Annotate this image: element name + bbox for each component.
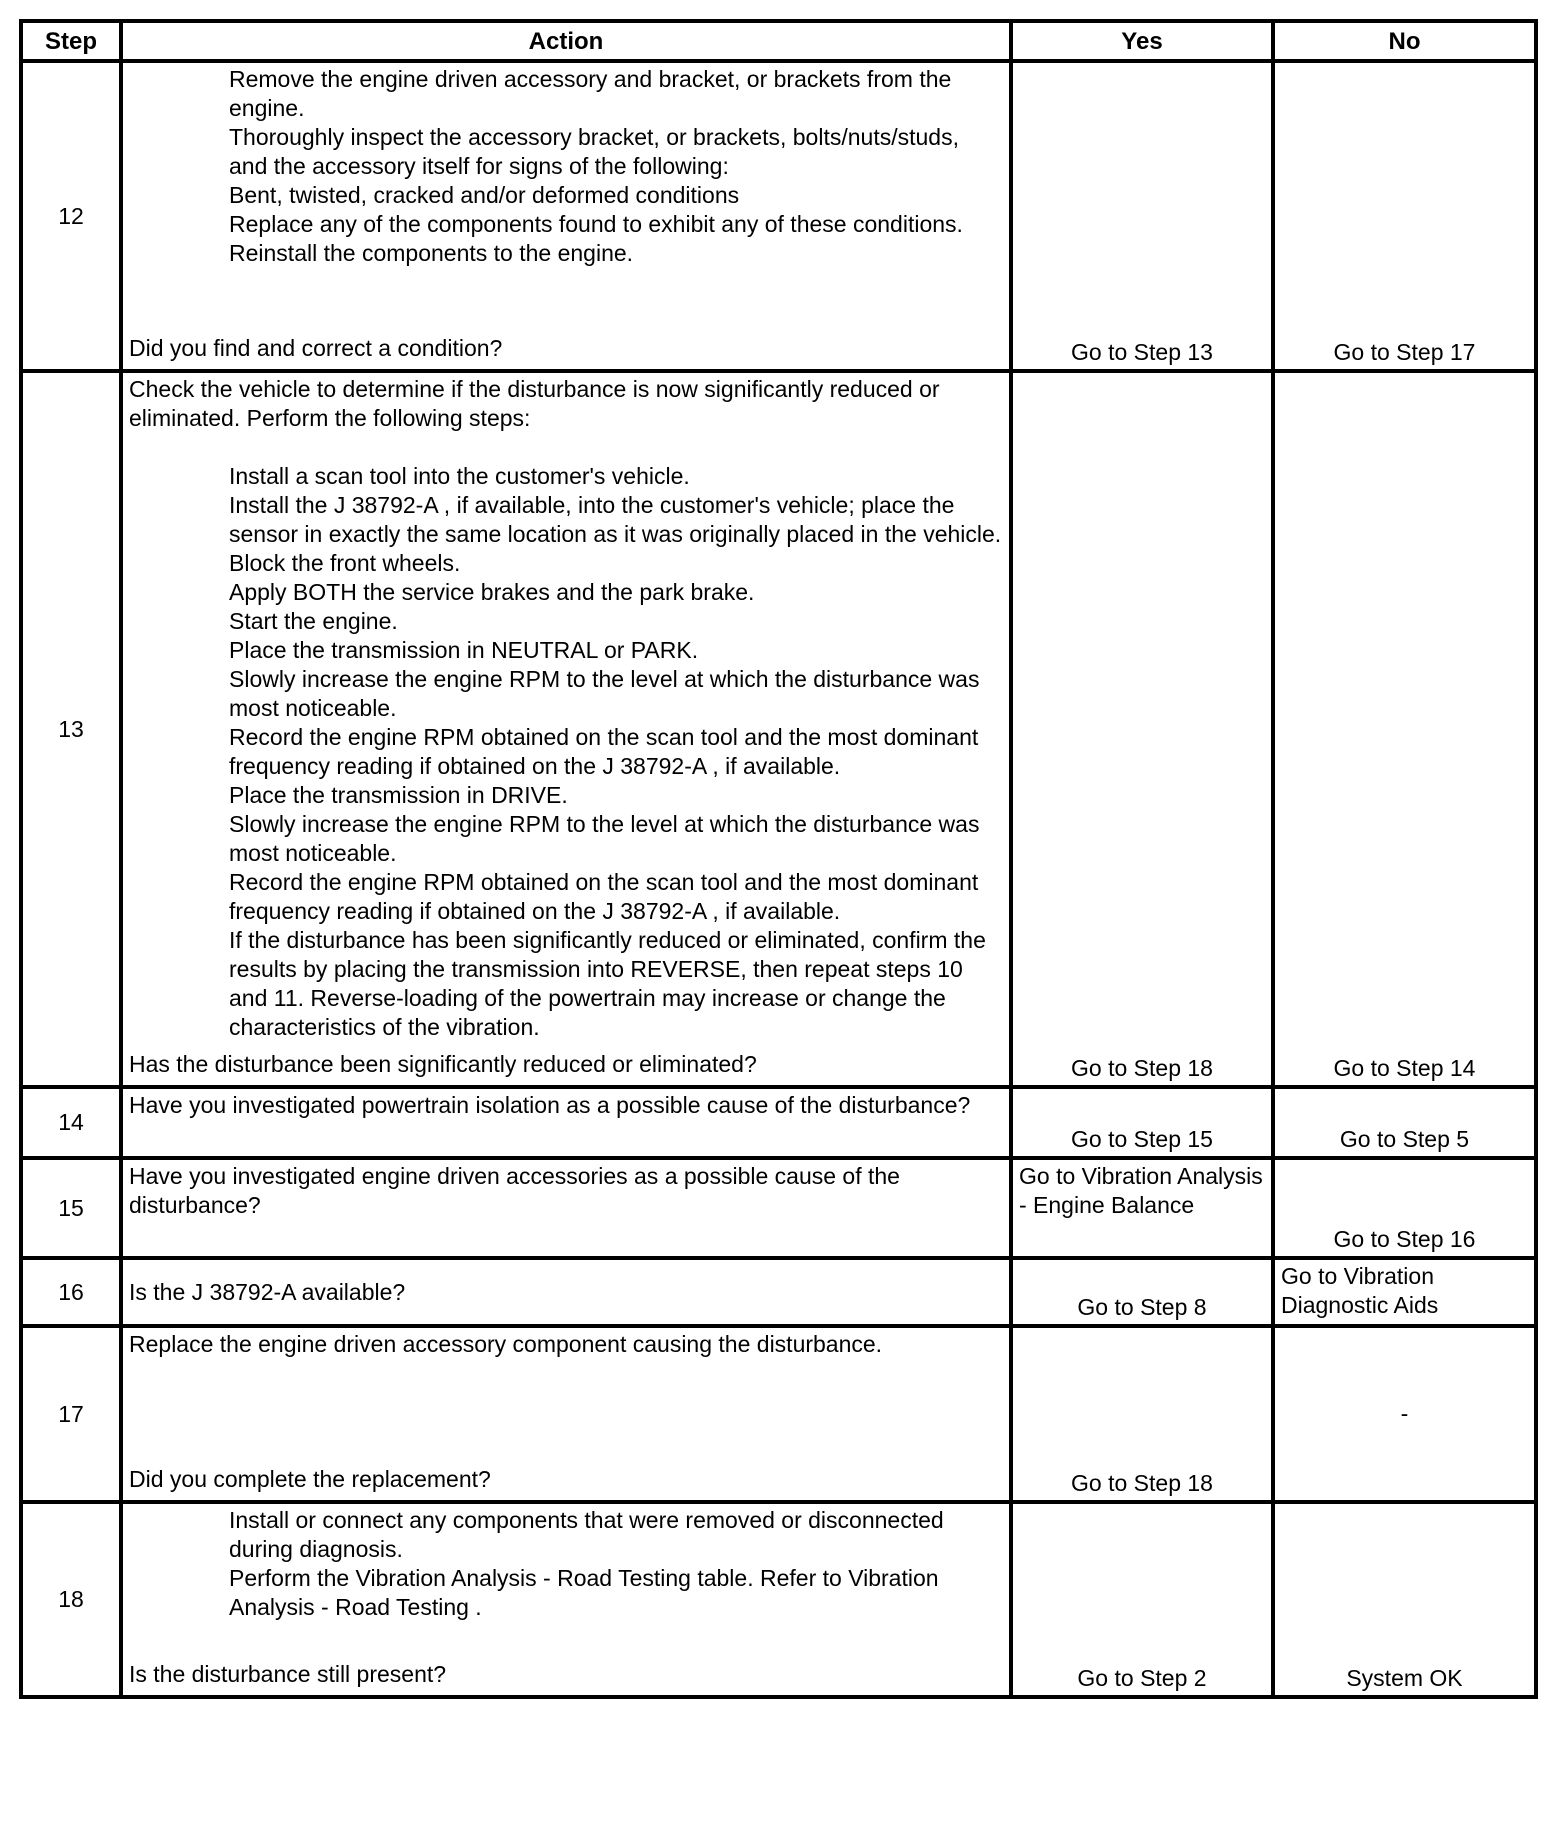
header-yes: Yes [1011,21,1273,61]
no-result: - [1400,1400,1409,1427]
yes-result: Go to Step 18 [1071,1470,1213,1496]
no-result: Go to Step 5 [1339,1126,1470,1152]
no-cell [1273,1502,1536,1697]
intro-text: Replace the engine driven accessory component causing the disturbance. [129,1331,883,1357]
no-cell [1273,1158,1536,1258]
intro-text: Check the vehicle to determine if the disturbance is now significantly reduced or eliminated. Perform the following steps: [129,376,940,431]
substep: Perform the Vibration Analysis - Road Testing table. Refer to Vibration Analysis - Road Testing . [229,1565,939,1620]
step-number: 17 [21,1326,121,1502]
table-row [21,1258,1536,1326]
yes-cell [1011,371,1273,1087]
table-row [21,1502,1536,1697]
question-text: Is the J 38792-A available? [129,1278,406,1305]
yes-cell [1011,1087,1273,1158]
no-result: Go to Step 14 [1333,1055,1476,1081]
table-row [21,371,1536,1087]
substep: Slowly increase the engine RPM to the level at which the disturbance was most noticeable. [229,811,980,866]
action-cell [121,1087,1011,1158]
question-text: Did you find and correct a condition? [129,335,503,361]
no-cell [1273,1087,1536,1158]
table-row [21,1326,1536,1502]
substep: Replace any of the components found to exhibit any of these conditions. [229,211,963,237]
no-cell [1273,1258,1536,1326]
substep: Place the transmission in NEUTRAL or PARK. [229,637,699,663]
substep: Block the front wheels. [229,550,461,576]
substep: Reinstall the components to the engine. [229,240,634,266]
substep: Apply BOTH the service brakes and the park brake. [229,579,755,605]
action-cell [121,61,1011,371]
header-no: No [1273,21,1536,61]
substeps-list [129,65,1003,268]
no-result: Go to Step 17 [1333,339,1476,365]
table-row [21,1087,1536,1158]
no-result: Go to Vibration Diagnostic Aids [1281,1263,1439,1318]
substeps-list [129,462,1003,1042]
yes-result: Go to Step 8 [1077,1294,1207,1320]
yes-result: Go to Vibration Analysis - Engine Balance [1019,1163,1263,1218]
substep: Bent, twisted, cracked and/or deformed conditions [229,182,740,208]
no-result: System OK [1346,1665,1463,1691]
header-action: Action [121,21,1011,61]
substep: Record the engine RPM obtained on the scan tool and the most dominant frequency reading if obtained on the J 38792-A , if available. [229,724,979,779]
question-text: Have you investigated powertrain isolation as a possible cause of the disturbance? [129,1092,971,1118]
question-text: Have you investigated engine driven accessories as a possible cause of the disturbance? [129,1163,900,1218]
substep: Thoroughly inspect the accessory bracket, or brackets, bolts/nuts/studs, and the accessory itself for signs of the following: [229,124,959,179]
no-cell [1273,61,1536,371]
substep: Install or connect any components that were removed or disconnected during diagnosis. [229,1507,944,1562]
action-cell [121,371,1011,1087]
no-result: Go to Step 16 [1333,1226,1476,1252]
substep: Slowly increase the engine RPM to the level at which the disturbance was most noticeable. [229,666,980,721]
no-cell [1273,371,1536,1087]
substep: Start the engine. [229,608,398,634]
step-number: 18 [21,1502,121,1697]
action-cell [121,1158,1011,1258]
action-cell [121,1258,1011,1326]
yes-result: Go to Step 13 [1071,339,1213,365]
question-text: Did you complete the replacement? [129,1466,491,1492]
no-cell [1273,1326,1536,1502]
substep: Install a scan tool into the customer's vehicle. [229,463,690,489]
yes-result: Go to Step 15 [1071,1126,1213,1152]
action-cell [121,1326,1011,1502]
action-cell [121,1502,1011,1697]
yes-cell [1011,1258,1273,1326]
substeps-list [129,1506,1003,1622]
yes-cell [1011,61,1273,371]
step-number: 14 [21,1087,121,1158]
yes-result: Go to Step 18 [1071,1055,1213,1081]
step-number: 16 [21,1258,121,1326]
substep: Remove the engine driven accessory and bracket, or brackets from the engine. [229,66,952,121]
substep: Place the transmission in DRIVE. [229,782,568,808]
table-row [21,1158,1536,1258]
question-text: Is the disturbance still present? [129,1661,447,1687]
yes-cell [1011,1502,1273,1697]
substep: Record the engine RPM obtained on the scan tool and the most dominant frequency reading if obtained on the J 38792-A , if available. [229,869,979,924]
substep: Install the J 38792-A , if available, into the customer's vehicle; place the sensor in exactly the same location as it was originally placed in the vehicle. [229,492,1002,547]
step-number: 12 [21,61,121,371]
step-number: 13 [21,371,121,1087]
yes-cell [1011,1326,1273,1502]
header-row [21,21,1536,61]
substep: If the disturbance has been significantly reduced or eliminated, confirm the results by placing the transmission into REVERSE, then repeat steps 10 and 11. Reverse-loading of the powertrain may increase or change the characteristics of the vibration. [229,927,986,1040]
yes-result: Go to Step 2 [1077,1665,1207,1691]
diagnostic-table [19,19,1538,1699]
question-text: Has the disturbance been significantly reduced or eliminated? [129,1051,757,1077]
yes-cell [1011,1158,1273,1258]
step-number: 15 [21,1158,121,1258]
header-step: Step [21,21,121,61]
table-row [21,61,1536,371]
